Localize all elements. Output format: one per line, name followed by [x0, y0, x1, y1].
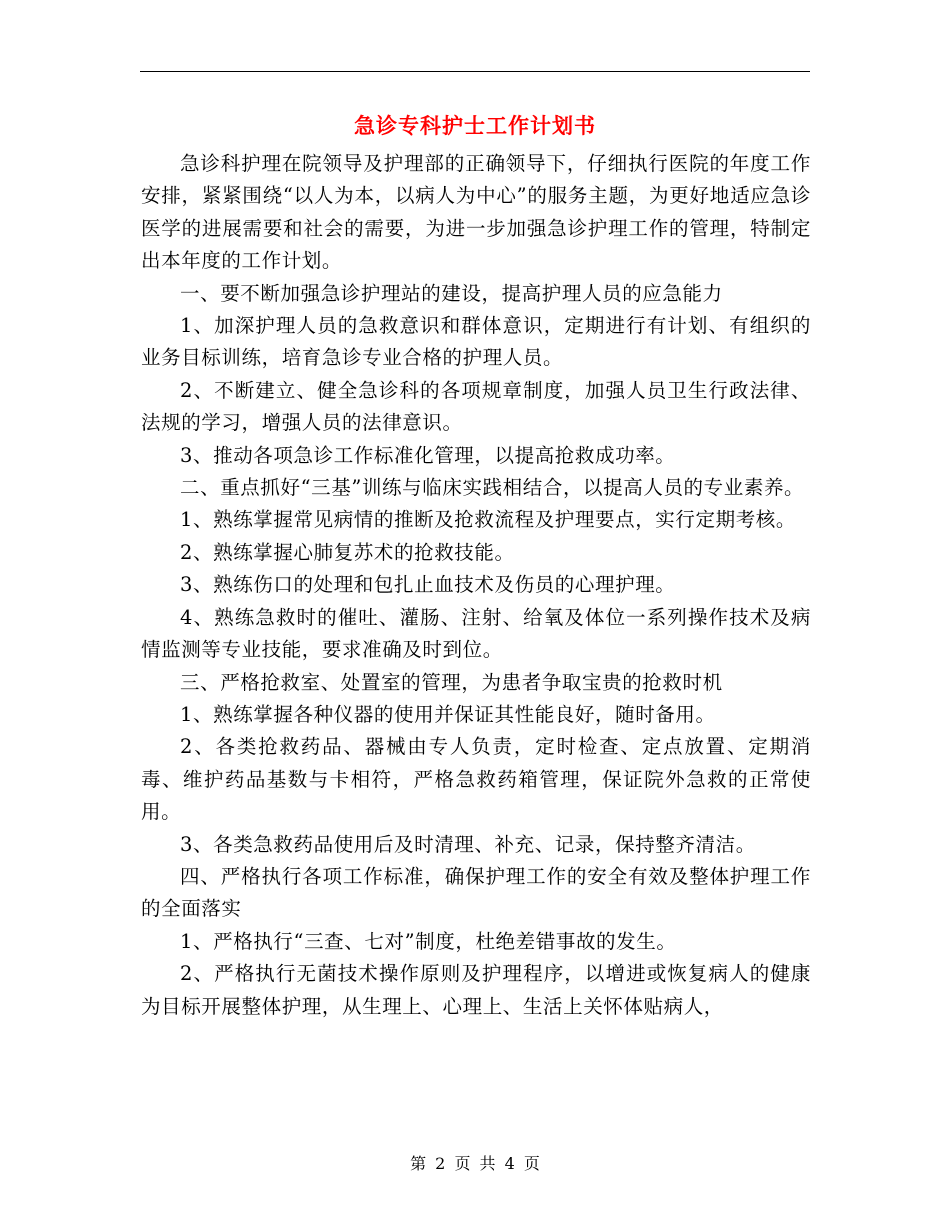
paragraph-3-3: 3、各类急救药品使用后及时清理、补充、记录，保持整齐清洁。 [180, 832, 756, 856]
paragraph-1-3: 3、推动各项急诊工作标准化管理，以提高抢救成功率。 [180, 443, 676, 467]
paragraph-2-3: 3、熟练伤口的处理和包扎止血技术及伤员的心理护理。 [180, 573, 676, 597]
section-heading-3: 三、严格抢救室、处置室的管理，为患者争取宝贵的抢救时机 [180, 670, 723, 694]
paragraph-4-2: 2、严格执行无菌技术操作原则及护理程序，以增进或恢复病人的健康为目标开展整体护理，从生理上、心理上、生活上关怀体贴病人， [141, 962, 811, 1018]
paragraph-intro: 急诊科护理在院领导及护理部的正确领导下，仔细执行医院的年度工作安排，紧紧围绕“以人为本，以病人为中心”的服务主题，为更好地适应急诊医学的进展需要和社会的需要，为进一步加强急诊护理工作的管理，特制定出本年度的工作计划。 [141, 152, 811, 273]
section-heading-2: 二、重点抓好“三基”训练与临床实践相结合，以提高人员的专业素养。 [180, 476, 805, 500]
page-number: 第 2 页 共 4 页 [410, 1154, 540, 1173]
paragraph-2-1: 1、熟练掌握常见病情的推断及抢救流程及护理要点，实行定期考核。 [180, 508, 797, 532]
paragraph-2-2: 2、熟练掌握心肺复苏术的抢救技能。 [180, 540, 515, 564]
header-rule [140, 71, 810, 72]
paragraph-3-2: 2、各类抢救药品、器械由专人负责，定时检查、定点放置、定期消毒、维护药品基数与卡相符，严格急救药箱管理，保证院外急救的正常使用。 [141, 735, 811, 824]
paragraph-2-4: 4、熟练急救时的催吐、灌肠、注射、给氧及体位一系列操作技术及病情监测等专业技能，要求准确及时到位。 [141, 605, 811, 662]
document-title: 急诊专科护士工作计划书 [354, 113, 596, 138]
document-body [141, 148, 811, 1023]
paragraph-3-1: 1、熟练掌握各种仪器的使用并保证其性能良好，随时备用。 [180, 702, 716, 726]
section-heading-1: 一、要不断加强急诊护理站的建设，提高护理人员的应急能力 [180, 281, 723, 305]
section-heading-4: 四、严格执行各项工作标准，确保护理工作的安全有效及整体护理工作的全面落实 [141, 864, 811, 921]
paragraph-1-2: 2、不断建立、健全急诊科的各项规章制度，加强人员卫生行政法律、法规的学习，增强人员的法律意识。 [141, 378, 811, 435]
paragraph-1-1: 1、加深护理人员的急救意识和群体意识，定期进行有计划、有组织的业务目标训练，培育急诊专业合格的护理人员。 [141, 314, 811, 370]
paragraph-4-1: 1、严格执行“三查、七对”制度，杜绝差错事故的发生。 [180, 929, 677, 953]
